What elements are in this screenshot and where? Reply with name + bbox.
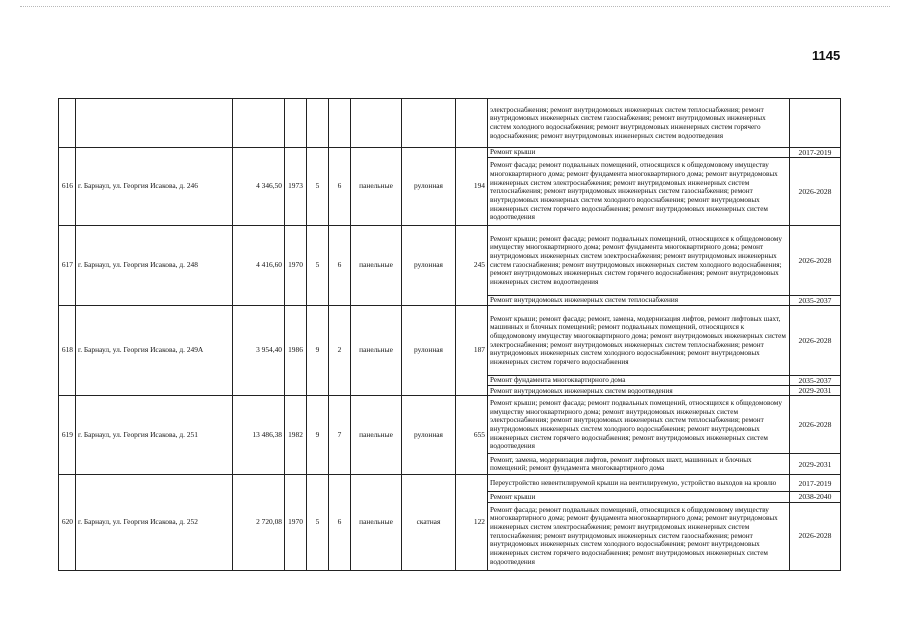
cell-area: 13 486,38 [233,396,285,475]
cell-wall: панельные [351,148,402,226]
cell-num: 620 [59,475,76,570]
cell-year: 1970 [285,226,307,306]
cell-works: Ремонт крыши; ремонт фасада; ремонт подвальных помещений, относящихся к общедомовому имуществу многоквартирного дома; ремонт внутридомовых инженерных систем электроснабжения; ремонт внутридомовых инженерных систем теплоснабжения; ремонт внутридомовых инженерных систем холодного водоснабжения; ремонт внутридомовых инженерных систем горячего водоснабжения; ремонт внутридомовых инженерных систем водоотведения [488,396,790,454]
cell-roof: рулонная [402,226,456,306]
cell-period: 2026-2028 [790,226,841,296]
cell-entrances: 2 [329,306,351,396]
cell-area: 4 416,60 [233,226,285,306]
cell-period: 2035-2037 [790,296,841,306]
cell-works: Ремонт фундамента многоквартирного дома [488,376,790,386]
cell-works: Ремонт фасада; ремонт подвальных помещений, относящихся к общедомовому имуществу многоквартирного дома; ремонт фундамента многоквартирного дома; ремонт внутридомовых инженерных систем электроснабжения; ремонт внутридомовых инженерных систем теплоснабжения; ремонт внутридомовых инженерных систем газоснабжения; ремонт внутридомовых инженерных систем холодного водоснабжения; ремонт внутридомовых инженерных систем горячего водоснабжения; ремонт внутридомовых инженерных систем водоотведения [488,158,790,226]
cell-works: Ремонт, замена, модернизация лифтов, ремонт лифтовых шахт, машинных и блочных помещений; ремонт фундамента многоквартирного дома [488,454,790,475]
cell-year: 1982 [285,396,307,475]
cell-works: Ремонт крыши [488,148,790,158]
cell-period: 2017-2019 [790,475,841,492]
cell-year [285,99,307,148]
cell-wall: панельные [351,226,402,306]
cell-wall: панельные [351,475,402,570]
table-body [59,99,841,571]
table-row [59,148,841,158]
cell-period [790,99,841,148]
table-row [59,396,841,454]
cell-roof: рулонная [402,148,456,226]
cell-period: 2038-2040 [790,492,841,502]
cell-works: Ремонт крыши; ремонт фасада; ремонт, замена, модернизация лифтов, ремонт лифтовых шахт, машинных и блочных помещений; ремонт подвальных помещений, относящихся к общедомовому имуществу многоквартирного дома; ремонт внутридомовых инженерных систем электроснабжения; ремонт внутридомовых инженерных систем теплоснабжения; ремонт внутридомовых инженерных систем холодного водоснабжения; ремонт внутридомовых инженерных систем горячего водоснабжения [488,306,790,376]
cell-wall: панельные [351,396,402,475]
cell-period: 2026-2028 [790,158,841,226]
cell-floors: 5 [307,226,329,306]
cell-year: 1986 [285,306,307,396]
cell-address: г. Барнаул, ул. Георгия Исакова, д. 248 [76,226,233,306]
cell-area [233,99,285,148]
cell-period: 2029-2031 [790,454,841,475]
cell-apartments [456,99,488,148]
page-number: 1145 [812,48,841,63]
cell-roof: скатная [402,475,456,570]
cell-address: г. Барнаул, ул. Георгия Исакова, д. 252 [76,475,233,570]
cell-period: 2026-2028 [790,502,841,570]
scan-artifact-line [20,6,890,7]
cell-num: 616 [59,148,76,226]
cell-address: г. Барнаул, ул. Георгия Исакова, д. 251 [76,396,233,475]
cell-num [59,99,76,148]
cell-entrances: 6 [329,226,351,306]
cell-apartments: 194 [456,148,488,226]
cell-entrances: 7 [329,396,351,475]
table-row [59,226,841,296]
cell-year: 1973 [285,148,307,226]
capital-repair-table [58,98,841,571]
cell-period: 2026-2028 [790,396,841,454]
cell-wall: панельные [351,306,402,396]
cell-period: 2017-2019 [790,148,841,158]
cell-period: 2035-2037 [790,376,841,386]
cell-area: 4 346,50 [233,148,285,226]
cell-works: Ремонт внутридомовых инженерных систем теплоснабжения [488,296,790,306]
cell-area: 3 954,40 [233,306,285,396]
cell-apartments: 122 [456,475,488,570]
cell-floors: 5 [307,475,329,570]
cell-roof: рулонная [402,396,456,475]
cell-works: электроснабжения; ремонт внутридомовых инженерных систем теплоснабжения; ремонт внутридомовых инженерных систем газоснабжения; ремонт внутридомовых инженерных систем холодного водоснабжения; ремонт внутридомовых инженерных систем горячего водоснабжения; ремонт внутридомовых инженерных систем водоотведения [488,99,790,148]
cell-floors [307,99,329,148]
cell-address: г. Барнаул, ул. Георгия Исакова, д. 249А [76,306,233,396]
cell-works: Ремонт крыши [488,492,790,502]
cell-num: 618 [59,306,76,396]
table-row [59,306,841,376]
cell-floors: 9 [307,306,329,396]
cell-period: 2029-2031 [790,386,841,396]
cell-roof: рулонная [402,306,456,396]
cell-entrances: 6 [329,475,351,570]
cell-area: 2 720,08 [233,475,285,570]
cell-entrances: 6 [329,148,351,226]
cell-roof [402,99,456,148]
cell-works: Ремонт внутридомовых инженерных систем водоотведения [488,386,790,396]
cell-floors: 5 [307,148,329,226]
cell-address [76,99,233,148]
cell-apartments: 187 [456,306,488,396]
cell-period: 2026-2028 [790,306,841,376]
cell-apartments: 245 [456,226,488,306]
cell-num: 619 [59,396,76,475]
cell-address: г. Барнаул, ул. Георгия Исакова, д. 246 [76,148,233,226]
cell-num: 617 [59,226,76,306]
continuation-row [59,99,841,148]
cell-year: 1970 [285,475,307,570]
cell-entrances [329,99,351,148]
cell-wall [351,99,402,148]
cell-works: Ремонт фасада; ремонт подвальных помещений, относящихся к общедомовому имуществу многоквартирного дома; ремонт фундамента многоквартирного дома; ремонт внутридомовых инженерных систем электроснабжения; ремонт внутридомовых инженерных систем теплоснабжения; ремонт внутридомовых инженерных систем газоснабжения; ремонт внутридомовых инженерных систем холодного водоснабжения; ремонт внутридомовых инженерных систем горячего водоснабжения; ремонт внутридомовых инженерных систем водоотведения [488,502,790,570]
cell-works: Переустройство невентилируемой крыши на вентилируемую, устройство выходов на кровлю [488,475,790,492]
cell-apartments: 655 [456,396,488,475]
cell-floors: 9 [307,396,329,475]
table-row [59,475,841,492]
cell-works: Ремонт крыши; ремонт фасада; ремонт подвальных помещений, относящихся к общедомовому имуществу многоквартирного дома; ремонт фундамента многоквартирного дома; ремонт внутридомовых инженерных систем электроснабжения; ремонт внутридомовых инженерных систем газоснабжения; ремонт внутридомовых инженерных систем холодного водоснабжения; ремонт внутридомовых инженерных систем горячего водоснабжения; ремонт внутридомовых инженерных систем водоотведения [488,226,790,296]
